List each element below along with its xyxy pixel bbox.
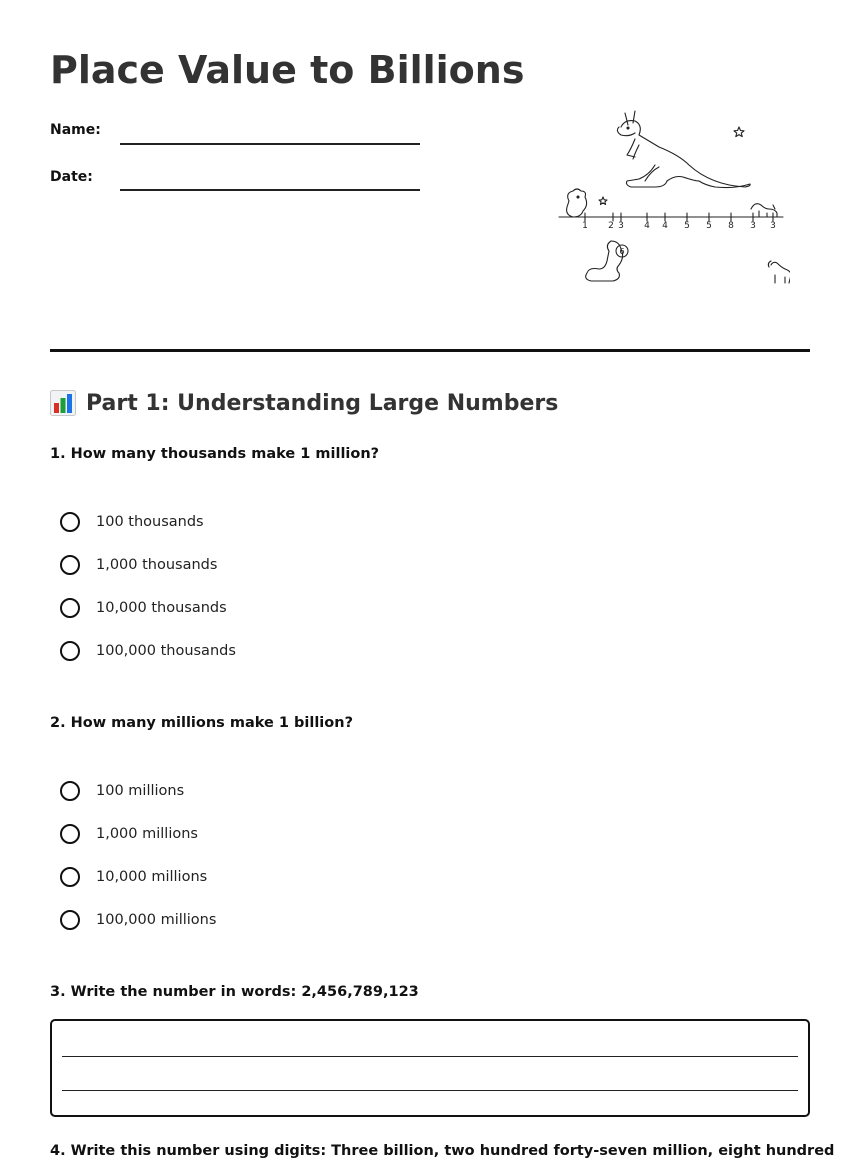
number-line-label: 3 [770,221,776,231]
number-line-label: 5 [684,221,690,231]
q2-option-2-label[interactable]: 1,000 millions [96,826,198,842]
q2-option-4-radio[interactable] [60,910,80,930]
q2-option-2-radio[interactable] [60,824,80,844]
question-3-answer-box[interactable] [50,1019,810,1117]
question-4-prompt: 4. Write this number using digits: Three billion, two hundred forty-seven million, eight hundred [50,1143,835,1159]
q2-option-3-radio[interactable] [60,867,80,887]
name-field[interactable] [120,143,420,145]
q2-option-4[interactable] [60,907,216,933]
number-line-label: 5 [706,221,712,231]
q1-option-1-radio[interactable] [60,512,80,532]
part1-heading-text: Part 1: Understanding Large Numbers [86,390,559,416]
question-3-prompt: 3. Write the number in words: 2,456,789,123 [50,984,419,1000]
q2-option-3[interactable] [60,864,207,890]
q1-option-1[interactable] [60,509,204,535]
q1-option-2[interactable] [60,552,217,578]
section-divider [50,349,810,352]
illustration-badge-label: 6 [619,247,625,256]
number-line-label: 8 [728,221,734,231]
number-line-label: 4 [662,221,668,231]
q2-option-4-label[interactable]: 100,000 millions [96,912,217,928]
q1-option-2-radio[interactable] [60,555,80,575]
date-field[interactable] [120,189,420,191]
q1-option-1-label[interactable]: 100 thousands [96,514,204,530]
worksheet-title: Place Value to Billions [50,48,525,92]
number-line-label: 1 [582,221,588,231]
question-1-prompt: 1. How many thousands make 1 million? [50,446,380,462]
bar-chart-icon [50,390,76,416]
q1-option-3-radio[interactable] [60,598,80,618]
q1-option-3-label[interactable]: 10,000 thousands [96,600,227,616]
q2-option-1[interactable] [60,778,184,804]
answer-line[interactable] [62,1056,798,1057]
q2-option-1-label[interactable]: 100 millions [96,783,185,799]
date-label: Date: [50,169,93,185]
question-2-prompt: 2. How many millions make 1 billion? [50,715,353,731]
name-label: Name: [50,122,101,138]
q1-option-4-label[interactable]: 100,000 thousands [96,643,236,659]
q1-option-4-radio[interactable] [60,641,80,661]
number-line-label: 3 [618,221,624,231]
q1-option-2-label[interactable]: 1,000 thousands [96,557,218,573]
answer-line[interactable] [62,1090,798,1091]
number-line-label: 2 [608,221,614,231]
q1-option-3[interactable] [60,595,227,621]
part1-heading [50,390,558,416]
q2-option-2[interactable] [60,821,198,847]
number-line-label: 4 [644,221,650,231]
q2-option-3-label[interactable]: 10,000 millions [96,869,208,885]
number-line-label: 3 [750,221,756,231]
q1-option-4[interactable] [60,638,236,664]
kangaroo-number-line-illustration [555,105,790,290]
q2-option-1-radio[interactable] [60,781,80,801]
